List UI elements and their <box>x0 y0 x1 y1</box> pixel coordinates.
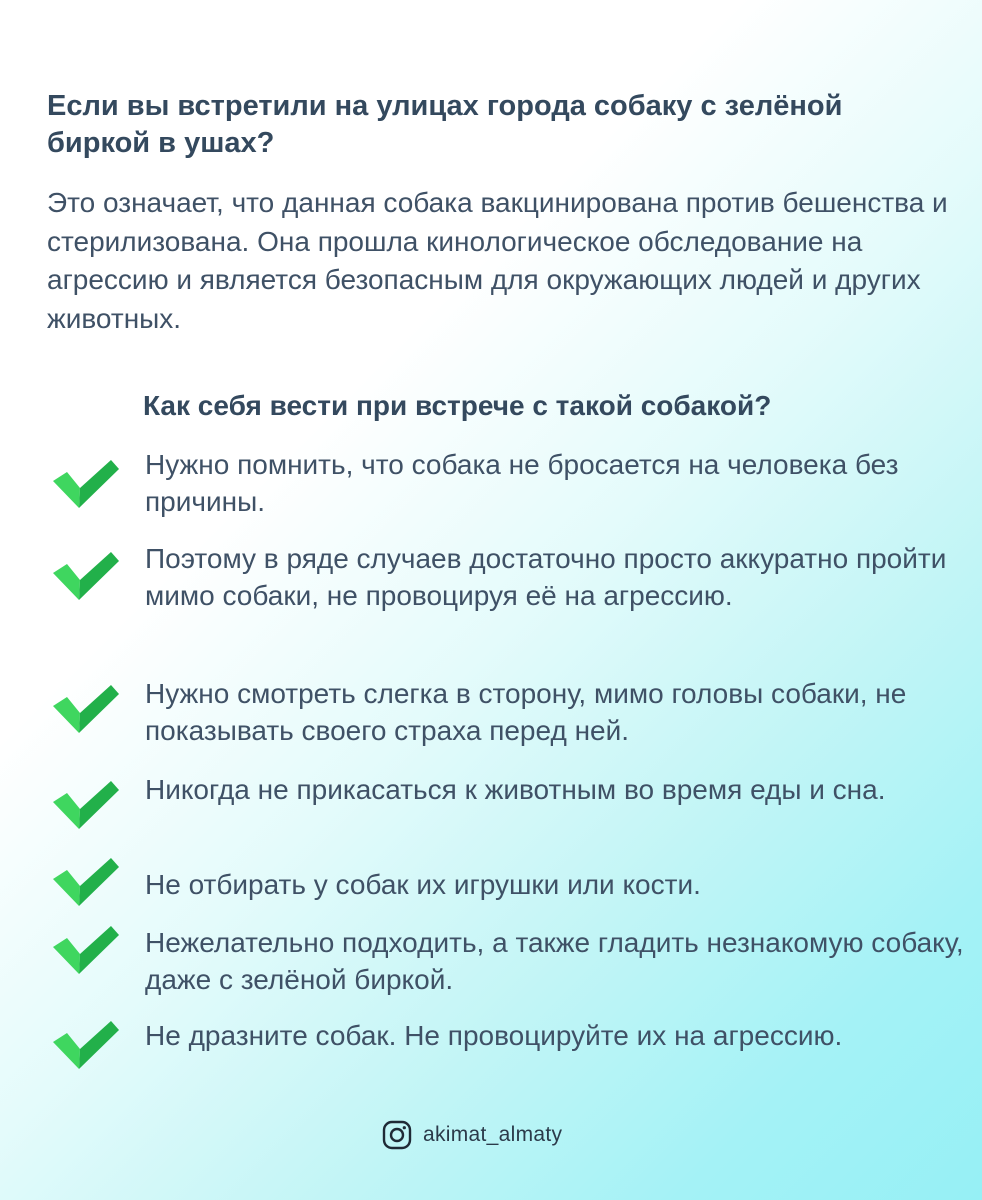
section-heading: Как себя вести при встрече с такой собакой? <box>143 390 772 421</box>
check-icon <box>53 857 119 907</box>
check-icon <box>53 780 119 830</box>
tip-text: Никогда не прикасаться к животным во время еды и сна. <box>145 774 886 805</box>
intro-paragraph: Это означает, что данная собака вакцинирована против бешенства и стерилизована. Она прошла кинологическое обследование на агрессию и является безопасным для окружающих людей и других животных. <box>47 187 948 334</box>
check-icon <box>53 459 119 509</box>
tip-text: Не отбирать у собак их игрушки или кости. <box>145 869 701 900</box>
check-icon <box>53 684 119 734</box>
check-icon <box>53 551 119 601</box>
tip-text: Не дразните собак. Не провоцируйте их на агрессию. <box>145 1020 843 1051</box>
check-icon <box>53 1020 119 1070</box>
tip-text: Нужно помнить, что собака не бросается на человека без причины. <box>145 449 899 517</box>
main-title: Если вы встретили на улицах города собаку с зелёной биркой в ушах? <box>47 90 843 159</box>
instagram-icon <box>382 1120 412 1150</box>
tip-text: Нежелательно подходить, а также гладить незнакомую собаку, даже с зелёной биркой. <box>145 927 964 995</box>
check-icon <box>53 925 119 975</box>
tip-text: Поэтому в ряде случаев достаточно просто аккуратно пройти мимо собаки, не провоцируя её на агрессию. <box>145 543 947 611</box>
footer <box>382 1118 562 1152</box>
tip-text: Нужно смотреть слегка в сторону, мимо головы собаки, не показывать своего страха перед ней. <box>145 678 907 746</box>
account-handle[interactable]: akimat_almaty <box>423 1123 563 1146</box>
